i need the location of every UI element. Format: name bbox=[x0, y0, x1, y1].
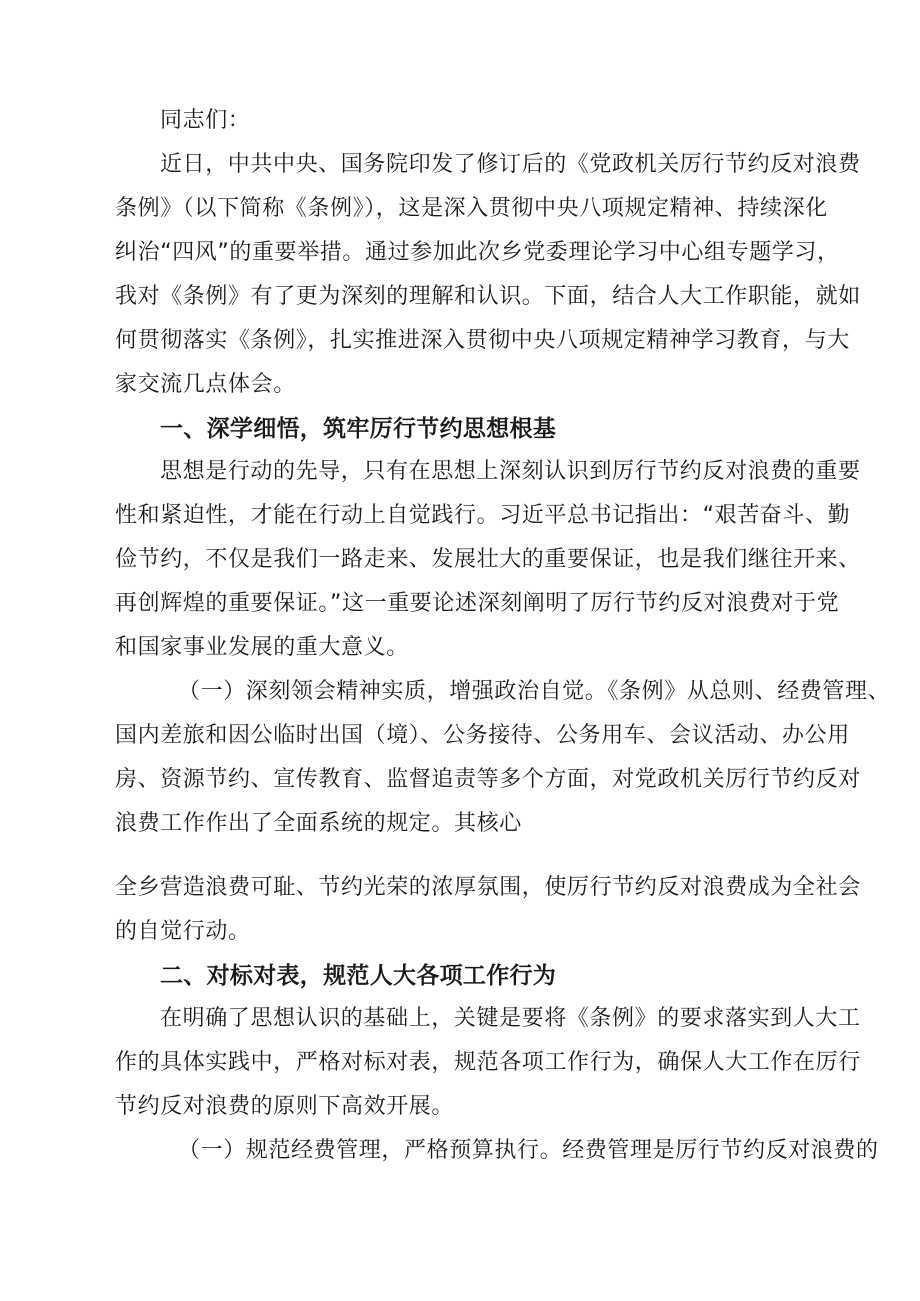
intro-line: 条例》（以下简称《条例》），这是深入贯彻中央八项规定精神、持续深化 bbox=[115, 196, 828, 221]
paragraph-line: 和国家事业发展的重大意义。 bbox=[115, 635, 409, 660]
paragraph-line: 思想是行动的先导，只有在思想上深刻认识到厉行节约反对浪费的重要 bbox=[160, 459, 861, 484]
greeting: 同志们： bbox=[160, 108, 251, 133]
paragraph-line: 在明确了思想认识的基础上，关键是要将《条例》的要求落实到人大工 bbox=[160, 1006, 861, 1031]
subsection-line: 房、资源节约、宣传教育、监督追责等多个方面，对党政机关厉行节约反对 bbox=[115, 767, 861, 792]
intro-line: 家交流几点体会。 bbox=[115, 372, 296, 397]
intro-line: 近日，中共中央、国务院印发了修订后的《党政机关厉行节约反对浪费 bbox=[160, 152, 861, 177]
section-heading: 二、对标对表，规范人大各项工作行为 bbox=[160, 963, 557, 989]
paragraph-line: 节约反对浪费的原则下高效开展。 bbox=[115, 1094, 455, 1119]
paragraph-line: 全乡营造浪费可耻、节约光荣的浓厚氛围，使厉行节约反对浪费成为全社会 bbox=[115, 875, 861, 900]
intro-line: 我对《条例》有了更为深刻的理解和认识。下面，结合人大工作职能，就如 bbox=[115, 284, 861, 309]
subsection-line: 浪费工作作出了全面系统的规定。其核心 bbox=[115, 811, 522, 836]
subsection-line: （一）规范经费管理，严格预算执行。经费管理是厉行节约反对浪费的 bbox=[178, 1138, 879, 1163]
section-heading: 一、深学细悟，筑牢厉行节约思想根基 bbox=[160, 416, 557, 442]
paragraph-line: 作的具体实践中，严格对标对表，规范各项工作行为，确保人大工作在厉行 bbox=[115, 1050, 861, 1075]
paragraph-line: 性和紧迫性，才能在行动上自觉践行。习近平总书记指出：“艰苦奋斗、勤 bbox=[115, 503, 851, 528]
intro-line: 纠治“四风”的重要举措。通过参加此次乡党委理论学习中心组专题学习， bbox=[115, 240, 840, 265]
subsection-line: （一）深刻领会精神实质，增强政治自觉。《条例》从总则、经费管理、 bbox=[178, 679, 891, 704]
paragraph-line: 再创辉煌的重要保证。”这一重要论述深刻阐明了厉行节约反对浪费对于党 bbox=[115, 591, 840, 616]
subsection-line: 国内差旅和因公临时出国（境）、公务接待、公务用车、会议活动、办公用 bbox=[115, 723, 850, 748]
paragraph-line: 的自觉行动。 bbox=[115, 919, 251, 944]
paragraph-line: 俭节约，不仅是我们一路走来、发展壮大的重要保证，也是我们继往开来、 bbox=[115, 547, 861, 572]
intro-line: 何贯彻落实《条例》，扎实推进深入贯彻中央八项规定精神学习教育，与大 bbox=[115, 328, 850, 353]
